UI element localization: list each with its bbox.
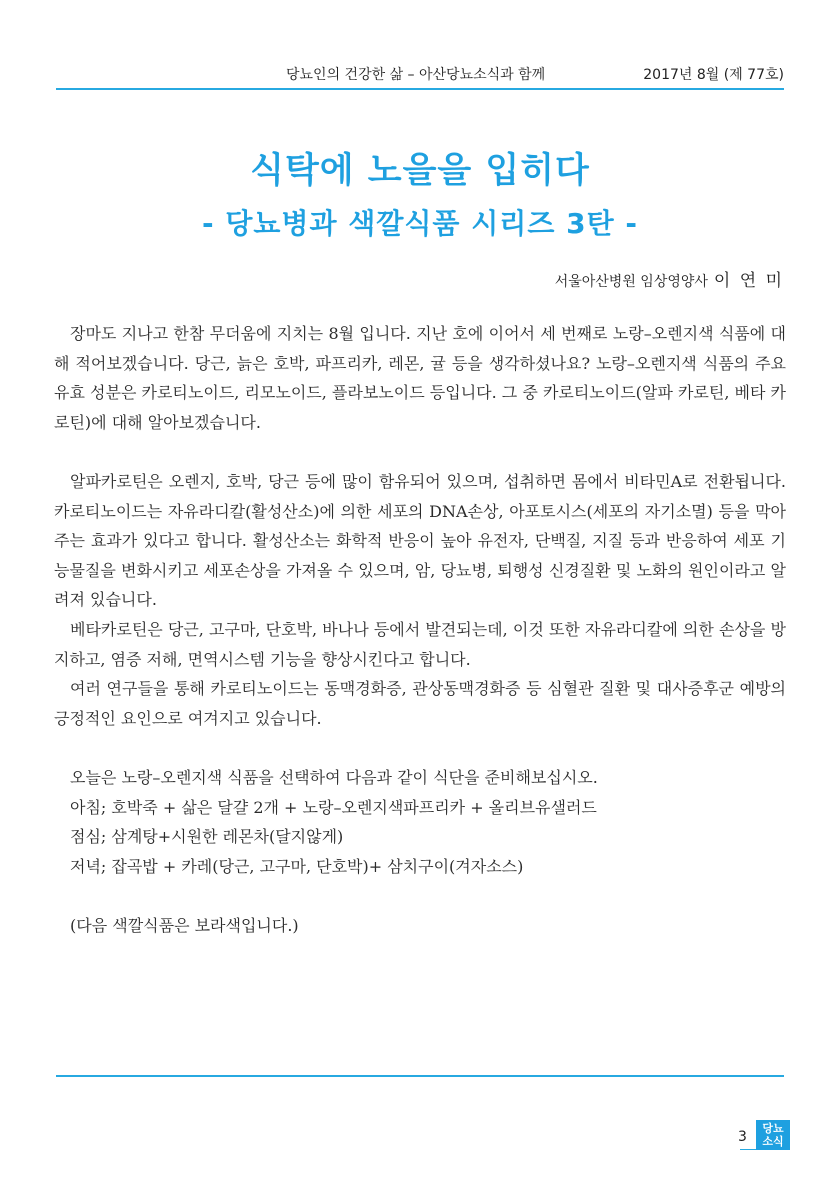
article-title: 식탁에 노을을 입히다: [250, 151, 590, 191]
issue-info: 2017년 8월 (제 77호): [643, 67, 784, 83]
author-name: 이 연 미: [713, 271, 784, 291]
article-subtitle: - 당뇨병과 색깔식품 시리즈 3탄 -: [201, 207, 639, 240]
author-affiliation: 서울아산병원 임상영양사: [554, 274, 708, 290]
menu-intro: 오늘은 노랑–오렌지색 식품을 선택하여 다음과 같이 식단을 준비해보십시오.: [70, 767, 598, 787]
header-divider: [56, 88, 784, 90]
paragraph-research: 여러 연구들을 통해 카로티노이드는 동맥경화증, 관상동맥경화증 등 심혈관 질환 및 대사증후군 예방의 긍정적인 요인으로 여겨지고 있습니다.: [54, 679, 786, 728]
brand-line-1: 당뇨: [762, 1122, 784, 1135]
brand-badge: [756, 1120, 790, 1150]
paragraph-alpha-carotene: 알파카로틴은 오렌지, 호박, 당근 등에 많이 함유되어 있으며, 섭취하면 몸에서 비타민A로 전환됩니다. 카로티노이드는 자유라디칼(활성산소)에 의한 세포의 DNA손상, 아포토시스(세포의 자기소멸) 등을 막아주는 효과가 있다고 합니다. 활성산소는 화학적 반응이 높아 유전자, 단백질, 지질 등과 반응하여 세포 기능물질을 변화시키고 세포손상을 가져올 수 있으며, 암, 당뇨병, 퇴행성 신경질환 및 노화의 원인이라고 알려져 있습니다.: [54, 471, 786, 610]
paragraph-intro: 장마도 지나고 한참 무더움에 지치는 8월 입니다. 지난 호에 이어서 세 번째로 노랑–오렌지색 식품에 대해 적어보겠습니다. 당근, 늙은 호박, 파프리카, 레몬, 귤 등을 생각하셨나요? 노랑–오렌지색 식품의 주요 유효 성분은 카로티노이드, 리모노이드, 플라보노이드 등입니다. 그 중 카로티노이드(알파 카로틴, 베타 카로틴)에 대해 알아보겠습니다.: [54, 324, 786, 432]
menu-lunch: 점심; 삼계탕+시원한 레몬차(달지않게): [70, 827, 344, 847]
page-number: 3: [738, 1129, 747, 1145]
next-series-note: (다음 색깔식품은 보라색입니다.): [70, 915, 299, 935]
article-body: [54, 319, 786, 940]
menu-dinner: 저녁; 잡곡밥 + 카레(당근, 고구마, 단호박)+ 삼치구이(겨자소스): [70, 856, 524, 876]
footer-divider: [56, 1075, 784, 1077]
brand-line-2: 소식: [762, 1135, 784, 1148]
magazine-title: 당뇨인의 건강한 삶 – 아산당뇨소식과 함께: [286, 67, 546, 83]
page-header: [56, 60, 784, 86]
author-byline: [555, 266, 784, 291]
menu-breakfast: 아침; 호박죽 + 삶은 달걀 2개 + 노랑–오렌지색파프리카 + 올리브유샐러드: [70, 797, 597, 817]
paragraph-beta-carotene: 베타카로틴은 당근, 고구마, 단호박, 바나나 등에서 발견되는데, 이것 또한 자유라디칼에 의한 손상을 방지하고, 염증 저해, 면역시스템 기능을 향상시킨다고 합니다.: [54, 619, 786, 669]
